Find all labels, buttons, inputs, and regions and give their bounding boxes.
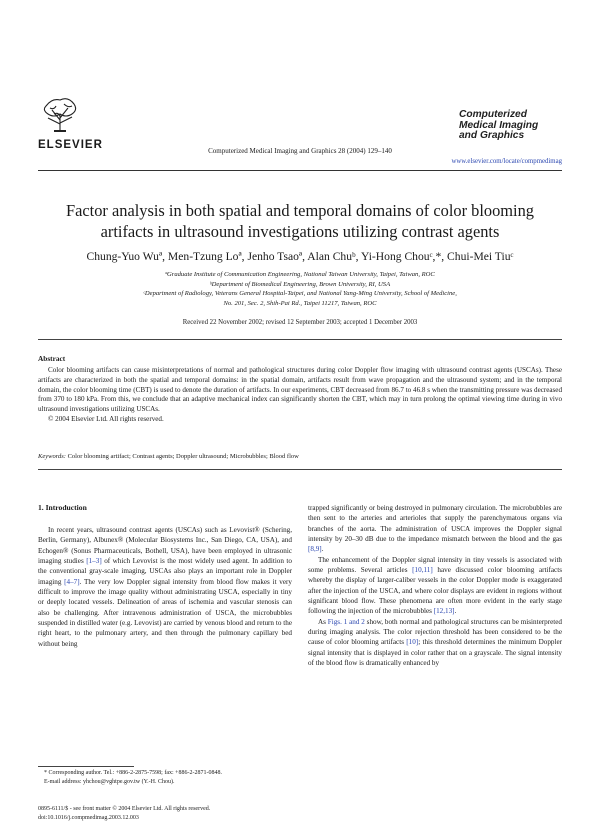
abstract-copyright: © 2004 Elsevier Ltd. All rights reserved.	[48, 414, 164, 423]
section-heading-introduction: 1. Introduction	[38, 503, 87, 512]
affiliation-a: ªGraduate Institute of Communication Engineering, National Taiwan University, Taipei, Taiwan, ROC	[165, 271, 435, 278]
body-column-left	[38, 525, 292, 649]
abstract-heading: Abstract	[38, 354, 66, 363]
footnote	[38, 769, 292, 786]
abstract-bottom-divider	[38, 469, 562, 470]
body-paragraph	[308, 503, 562, 555]
journal-logo-line: Medical Imaging	[459, 119, 539, 131]
journal-logo-line: Computerized	[459, 109, 527, 120]
keywords-list: Color blooming artifact; Contrast agents; Doppler ultrasound; Microbubbles; Blood flow	[67, 453, 299, 460]
publication-info	[38, 805, 210, 822]
body-text: .	[454, 607, 457, 616]
header-divider	[38, 170, 562, 171]
affiliation-c-address: No. 201, Sec. 2, Shih-Pai Rd., Taipei 11217, Taiwan, ROC	[223, 299, 377, 307]
journal-logo-line: and Graphics	[459, 130, 525, 141]
body-text: .	[321, 545, 324, 554]
body-text: show, both normal and pathological structures can be misinterpreted during imaging analysis. The color rejection threshold has been considered to be the cause of color blooming artifacts	[308, 617, 562, 647]
elsevier-tree-logo-icon	[40, 96, 80, 134]
keywords	[38, 453, 562, 460]
body-paragraph	[308, 617, 562, 669]
citation-link[interactable]: [1–3]	[86, 557, 102, 566]
body-text: The enhancement of the Doppler signal intensity in tiny vessels is associated with some problems. Several articles	[308, 555, 562, 575]
footnote-email: E-mail address: yhchou@vghtpe.gov.tw (Y.-H. Chou).	[44, 778, 175, 785]
journal-citation: Computerized Medical Imaging and Graphics 28 (2004) 129–140	[208, 147, 392, 155]
body-text: As	[318, 617, 328, 626]
citation-link[interactable]: [12,13]	[433, 607, 455, 616]
figure-link[interactable]: Figs. 1 and 2	[327, 617, 365, 626]
body-paragraph	[38, 525, 292, 649]
body-paragraph	[308, 555, 562, 617]
citation-link[interactable]: [8,9]	[308, 545, 322, 554]
abstract-text: Color blooming artifacts can cause misinterpretations of normal and pathological structures during color Doppler flow imaging with ultrasound contrast agents (USCAs). These artifacts are characterized in both the spatial and temporal domains: in the spatial domain, artifacts result from wave propagation and the ultrasound system; and in the temporal domain, the color blooming time (CBT) is used to denote the duration of artifacts. In our experiments, CBT decreased from 86.7 to 46.8 s when the transmitting pressure was decreased from 370 to 180 kPa. From this, we conclude that an adaptive mechanical index can significantly shorten the CBT, which may in turn prolong the optimal viewing time during in vivo ultrasound investigations utilizing USCAs.	[38, 366, 562, 414]
article-title	[30, 200, 570, 242]
affiliation-c: ᶜDepartment of Radiology, Veterans General Hospital-Taipei, and National Yang-Ming University, School of Medicine,	[143, 290, 457, 298]
body-text: trapped significantly or being destroyed in pulmonary circulation. The microbubbles are then sent to the arteries and arterioles that supply the parenchymatous organs via branches of the aorta. The administration of USCA improves the Doppler signal intensity by 20–30 dB due to the impedance mismatch between the blood and the gas	[308, 504, 562, 544]
keywords-label: Keywords:	[38, 453, 66, 460]
citation-link[interactable]: [10]	[406, 638, 419, 647]
body-text: . The very low Doppler signal intensity from blood flow makes it very difficult to improve the image quality without administrating USCA, especially in tiny or deeply located vessels. Delineation of areas of ischemia and vascular stenosis can also be challenging. After intravenous administration of USCA, the microbubbles suspended in distilled water (e.g. Levovist) are carried by venous blood and return to the right heart, to the pulmonary artery, and then through the pulmonary capillary bed without being	[38, 577, 292, 648]
body-text: ; this threshold determines the minimum Doppler signal intensity that is displayed in color rather that on a grayscale. The signal intensity of the blood flow is dramatically enhanced by	[308, 638, 562, 668]
body-text: have discussed color blooming artifacts whereby the display of larger-caliber vessels in the color Doppler mode is exaggerated after the injection of the USCA, and where color displays are evident in regions without significant blood flow. These phenomena are often more evident in the early stage following the injection of the microbubbles	[308, 566, 562, 616]
abstract-body	[38, 366, 562, 425]
received-dates: Received 22 November 2002; revised 12 September 2003; accepted 1 December 2003	[182, 319, 418, 326]
publisher-logo-text: ELSEVIER	[38, 139, 103, 151]
body-text: of which Levovist is the most widely used agent. In addition to the conventional gray-scale imaging, USCAs also plays an important role in Doppler imaging	[38, 557, 292, 586]
title-line-1: Factor analysis in both spatial and temporal domains of color blooming	[66, 201, 534, 220]
affiliation-b: ᵇDepartment of Biomedical Engineering, Brown University, RI, USA	[209, 280, 391, 288]
footnote-corresponding: * Corresponding author. Tel.: +886-2-2875-7598; fax: +886-2-2871-0848.	[44, 770, 223, 776]
abstract-top-divider	[38, 339, 562, 340]
citation-link[interactable]: [4–7]	[64, 577, 80, 586]
issn-line: 0895-6111/$ - see front matter © 2004 Elsevier Ltd. All rights reserved.	[38, 806, 211, 812]
title-line-2: artifacts in ultrasound investigations utilizing contrast agents	[100, 222, 500, 241]
body-text: In recent years, ultrasound contrast agents (USCAs) such as Levovist® (Schering, Berlin, Germany), Albunex® (Molecular Biosystems Inc., San Diego, CA, USA), and Echogen® (Sonus Pharmaceuticals, Bothell, USA), have been employed in ultrasonic imaging studies	[38, 526, 292, 566]
doi-line: doi:10.1016/j.compmedimag.2003.12.003	[38, 814, 139, 821]
affiliations	[30, 270, 570, 308]
footnote-divider	[38, 766, 134, 767]
author-list: Chung-Yuo Wuª, Men-Tzung Loª, Jenho Tsaoª, Alan Chuᵇ, Yi-Hong Chouᶜ,*, Chui-Mei Tiuᶜ	[86, 250, 514, 263]
citation-link[interactable]: [10,11]	[412, 566, 433, 575]
journal-url-link[interactable]: www.elsevier.com/locate/compmedimag	[451, 158, 562, 165]
body-column-right	[308, 503, 562, 669]
journal-logo	[459, 110, 538, 142]
